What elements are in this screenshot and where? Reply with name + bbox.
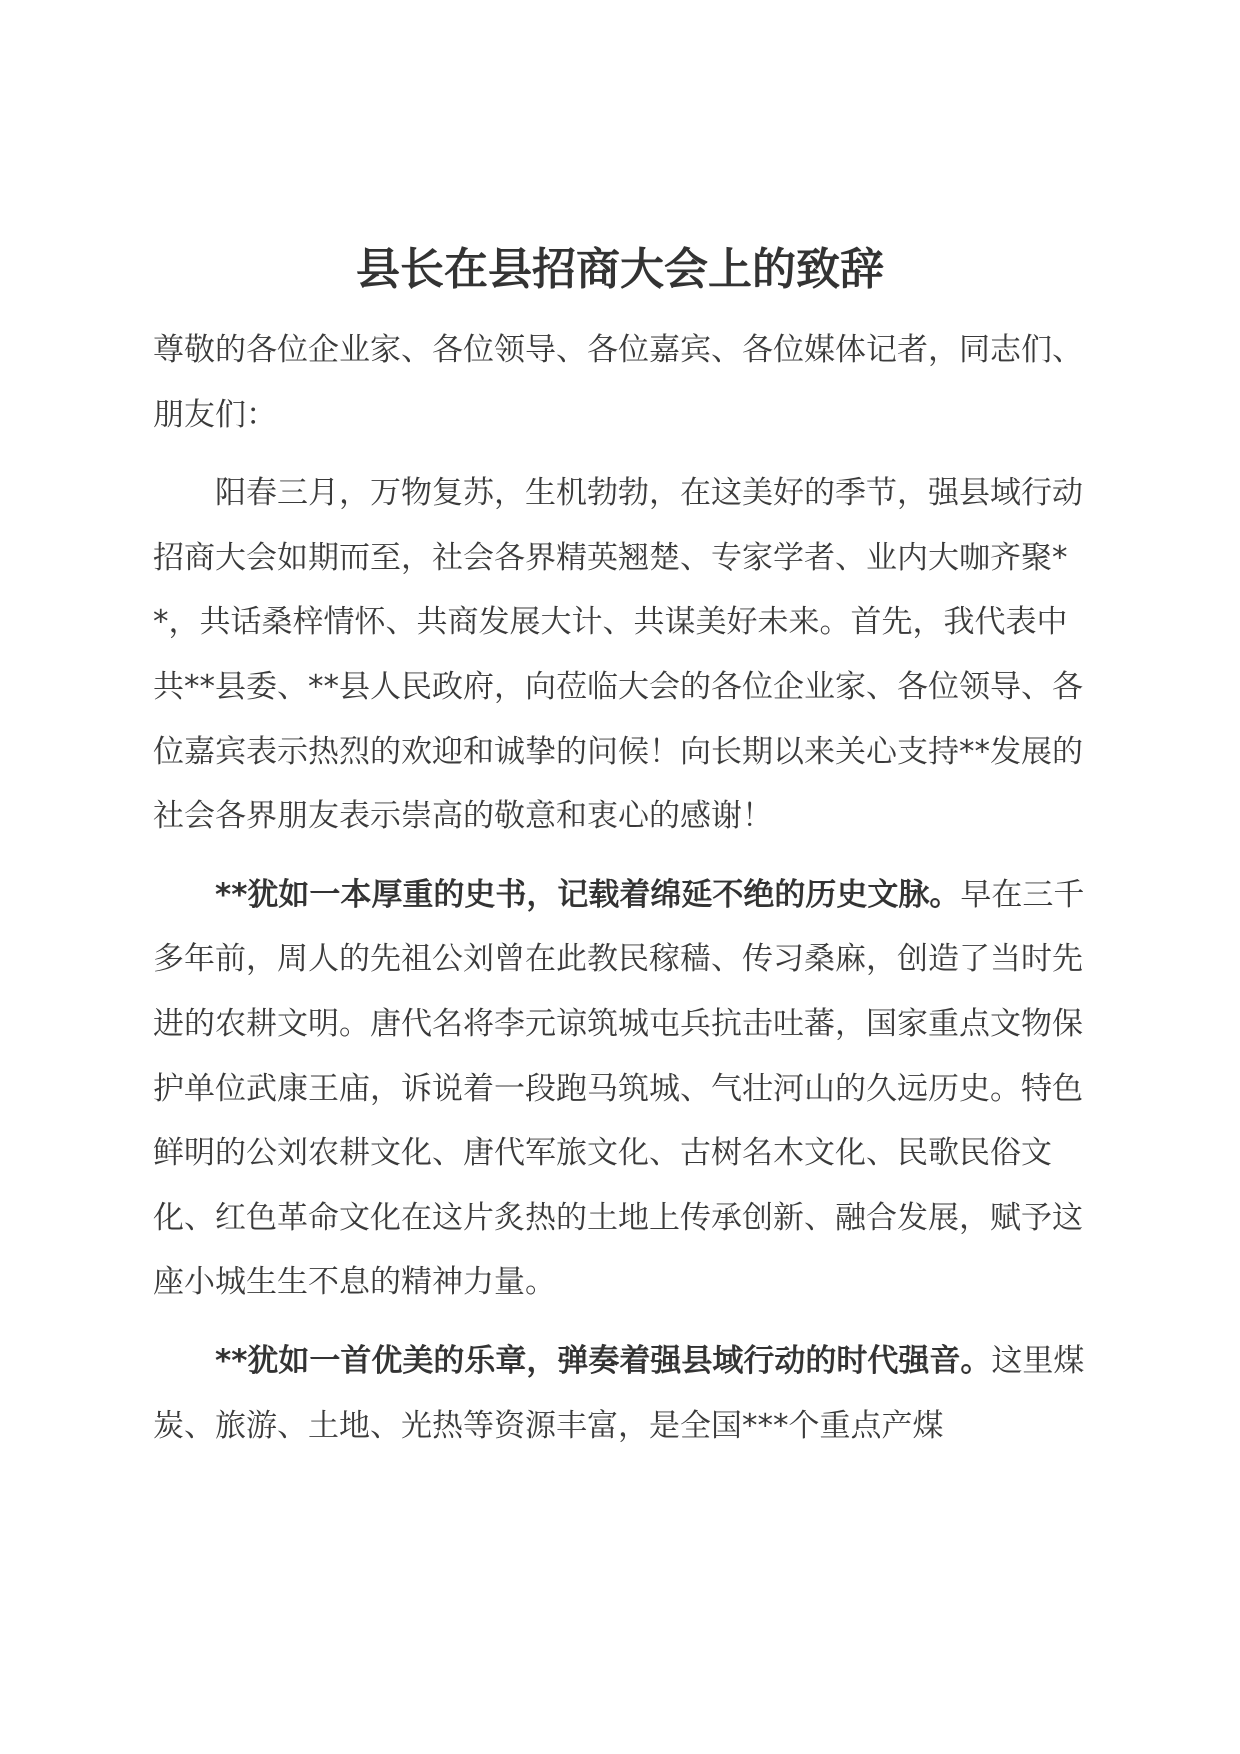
paragraph-text: 这里煤炭、旅游、土地、光热等资源丰富，是全国***个重点产煤 bbox=[153, 1342, 1085, 1444]
paragraph-lead: **犹如一本厚重的史书，记载着绵延不绝的历史文脉。 bbox=[215, 876, 961, 913]
paragraph-history bbox=[153, 863, 1098, 1315]
document-body bbox=[153, 318, 1098, 1472]
paragraph-text: 早在三千多年前，周人的先祖公刘曾在此教民稼穑、传习桑麻，创造了当时先进的农耕文明。唐代名将李元谅筑城屯兵抗击吐蕃，国家重点文物保护单位武康王庙，诉说着一段跑马筑城、气壮河山的久远历史。特色鲜明的公刘农耕文化、唐代军旅文化、古树名木文化、民歌民俗文化、红色革命文化在这片炙热的土地上传承创新、融合发展，赋予这座小城生生不息的精神力量。 bbox=[153, 876, 1085, 1301]
paragraph-lead: **犹如一首优美的乐章，弹奏着强县域行动的时代强音。 bbox=[215, 1342, 992, 1379]
paragraph-welcome bbox=[153, 461, 1098, 849]
paragraph-development bbox=[153, 1329, 1098, 1458]
salutation: 尊敬的各位企业家、各位领导、各位嘉宾、各位媒体记者，同志们、朋友们： bbox=[153, 332, 1083, 433]
paragraph-text: 阳春三月，万物复苏，生机勃勃，在这美好的季节，强县域行动招商大会如期而至，社会各界精英翘楚、专家学者、业内大咖齐聚**，共话桑梓情怀、共商发展大计、共谋美好未来。首先，我代表中共**县委、**县人民政府，向莅临大会的各位企业家、各位领导、各位嘉宾表示热烈的欢迎和诚挚的问候！向长期以来关心支持**发展的社会各界朋友表示崇高的敬意和衷心的感谢！ bbox=[153, 475, 1083, 835]
document-title: 县长在县招商大会上的致辞 bbox=[356, 244, 884, 295]
